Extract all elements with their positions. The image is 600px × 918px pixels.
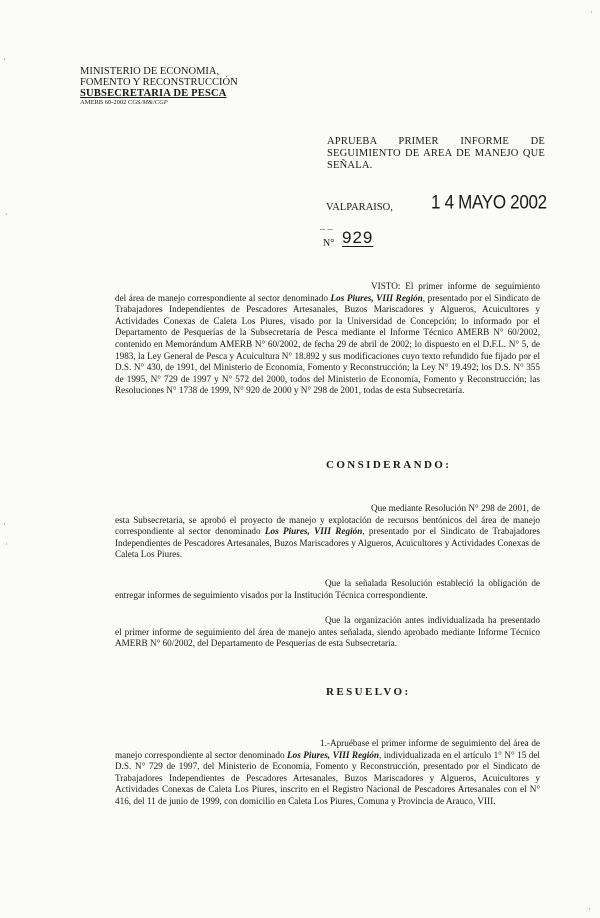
resolution-number: 929 <box>342 228 374 247</box>
reference-code <box>80 99 250 107</box>
considerando-1-sector: Los Piures, VIII Región <box>264 526 363 537</box>
ministry-name: MINISTERIO DE ECONOMIA, <box>80 66 220 77</box>
reference-scrawl: /M&/CGP <box>140 99 168 106</box>
reference-text: AMERB 60-2002 CGS <box>80 99 141 106</box>
considerando-paragraph-3: Que la organización antes individualizada ha presentado el primer informe de seguimiento del área de manejo antes señalada, siendo aprobado mediante Informe Técnico AMERB N° 60/2002, del Departamento de Pesquerías de esta Subsecretaría. <box>115 615 540 649</box>
resuelvo-1-sector: Los Piures, VIII Región <box>287 749 379 760</box>
ministry-name-cont: FOMENTO Y RECONSTRUCCIÓN <box>80 77 238 88</box>
considerando-1-text: Que mediante Resolución N° 298 de 2001, de esta Subsecretaría, se aprobó el proyecto de manejo y explotación de recursos bentónicos del área de manejo correspondiente al sector denominado <box>115 503 540 537</box>
number-dash: – – <box>320 224 333 235</box>
considerando-paragraph-2: Que la señalada Resolución estableció la obligación de entregar informes de seguimiento visados por la Institución Técnica correspondiente. <box>115 578 540 600</box>
place: VALPARAISO, <box>326 202 393 213</box>
considerando-paragraph-1 <box>115 503 540 561</box>
scan-artifact: · <box>3 54 6 64</box>
considerando-1-text-cont: , presentado por el Sindicato de Trabajadores Independientes de Pescadores Artesanales, Buzos Mariscadores y Algueros, Acuicultores y Actividades Conexas de Caleta Los Piures. <box>115 526 540 560</box>
resuelvo-paragraph-1 <box>115 738 540 808</box>
scan-artifact: · <box>3 519 6 529</box>
number-label: N° <box>323 238 335 249</box>
visto-text-cont: , presentado por el Sindicato de Trabajadores Independientes de Pescadores Artesanales, Buzos Mariscadores y Algueros, Acuicultores y Actividades Conexas de Caleta Los Piures, visado por la Universidad de Concepción; lo informado por el Departamento de Pesquerías de la Subsecretaría de Pesca mediante el Informe Técnico AMERB N° 60/2002, contenido en Memorándum AMERB N° 60/2002, de fecha 29 de abril de 2002; lo dispuesto en el D.F.L. N° 5, de 1983, la Ley General de Pesca y Acuicultura N° 18.892 y sus modificaciones cuyo texto refundido fue fijado por el D.S. N° 430, de 1991, del Ministerio de Economía, Fomento y Reconstrucción; la Ley N° 19.492; los D.S. N° 355 de 1995, N° 729 de 1997 y N° 572 del 2000, todos del Ministerio de Economía, Fomento y Reconstrucción; las Resoluciones N° 1738 de 1999, N° 920 de 2000 y N° 298 de 2001, todas de esta Subsecretaría. <box>115 292 540 396</box>
scan-artifact: · <box>588 904 591 914</box>
resuelvo-1-text: 1.-Apruébase el primer informe de seguimiento del área de manejo correspondiente al sector denominado <box>115 738 540 760</box>
scan-artifact: · <box>590 7 593 17</box>
letterhead <box>80 66 250 107</box>
subsecretaria-name: SUBSECRETARIA DE PESCA <box>80 88 227 99</box>
visto-paragraph <box>115 281 540 397</box>
date-stamp: 1 4 MAYO 2002 <box>431 191 547 213</box>
resuelvo-heading: RESUELVO: <box>326 686 411 698</box>
visto-sector: Los Piures, VIII Región <box>330 292 423 303</box>
visto-text: VISTO: El primer informe de seguimiento del área de manejo correspondiente al sector denominado <box>115 281 540 303</box>
resuelvo-1-text-cont: , individualizada en el artículo 1° N° 15 del D.S. N° 729 de 1997, del Ministerio de Economía, Fomento y Reconstrucción, presentado por el Sindicato de Trabajadores Independientes de Pescadores Artesanales, Buzos Mariscadores y Algueros, Acuicultores y Actividades Conexas de Caleta Los Piures, inscrito en el Registro Nacional de Pescadores Artesanales con el N° 416, del 11 de junio de 1999, con domicilio en Caleta Los Piures, Comuna y Provincia de Arauco, VIII. <box>115 749 540 806</box>
scan-artifact: · <box>5 539 8 549</box>
considerando-heading: CONSIDERANDO: <box>326 459 452 471</box>
scan-artifact: · <box>5 209 8 219</box>
document-title: APRUEBA PRIMER INFORME DE SEGUIMIENTO DE AREA DE MANEJO QUE SEÑALA. <box>327 136 545 171</box>
